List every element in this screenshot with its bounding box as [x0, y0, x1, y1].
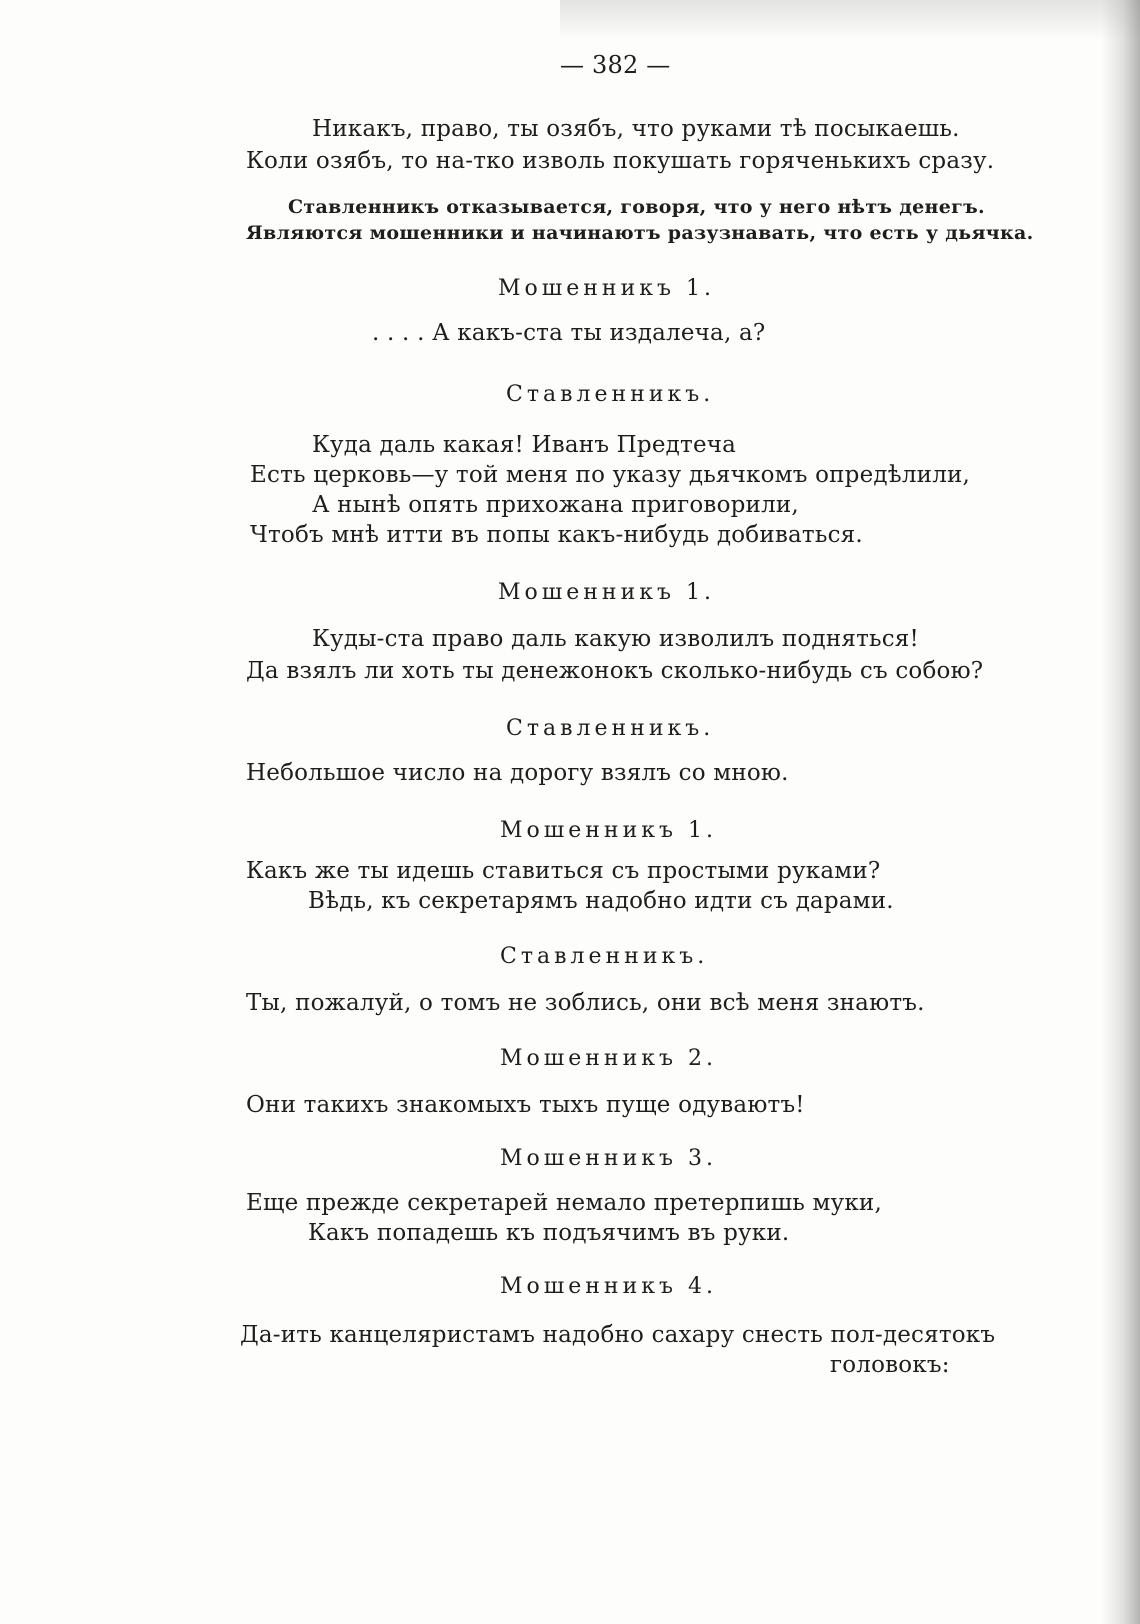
- intro-line-2: Коли озябъ, то на-тко изволь покушать горяченькихъ сразу.: [246, 148, 995, 174]
- speaker-heading: Мошенникъ 3.: [500, 1146, 717, 1171]
- speaker-heading: Мошенникъ 1.: [500, 818, 717, 843]
- dialogue-line: Есть церковь—у той меня по указу дьячкомъ опредѣлили,: [250, 462, 971, 488]
- dialogue-line: А нынѣ опять прихожана приговорили,: [312, 492, 799, 518]
- speaker-heading: Мошенникъ 1.: [498, 580, 715, 605]
- dialogue-line: Куда даль какая! Иванъ Предтеча: [312, 432, 737, 458]
- dialogue-line: Да взялъ ли хоть ты денежонокъ сколько-нибудь съ собою?: [246, 658, 984, 684]
- stage-direction-line-1: Ставленникъ отказывается, говоря, что у него нѣтъ денегъ.: [288, 196, 985, 218]
- speaker-heading: Ставленникъ.: [506, 382, 715, 407]
- dialogue-line: Какъ же ты идешь ставиться съ простыми руками?: [246, 858, 881, 884]
- speaker-heading: Мошенникъ 2.: [500, 1046, 717, 1071]
- stage-direction-line-2: Являются мошенники и начинаютъ разузнавать, что есть у дьячка.: [246, 222, 1034, 244]
- dialogue-line: Вѣдь, къ секретарямъ надобно идти съ дарами.: [308, 888, 894, 914]
- speaker-heading: Мошенникъ 1.: [498, 276, 715, 301]
- dialogue-line: Ты, пожалуй, о томъ не зоблись, они всѣ меня знаютъ.: [246, 990, 925, 1016]
- intro-line-1: Никакъ, право, ты озябъ, что руками тѣ посыкаешь.: [312, 116, 960, 142]
- scan-shadow-top: [560, 0, 1140, 40]
- speaker-heading: Мошенникъ 4.: [500, 1274, 717, 1299]
- scan-shadow-right: [1102, 0, 1140, 1624]
- dialogue-line: Они такихъ знакомыхъ тыхъ пуще одуваютъ!: [246, 1092, 805, 1118]
- dialogue-line: Еще прежде секретарей немало претерпишь муки,: [246, 1190, 882, 1216]
- page-number: — 382 —: [560, 51, 671, 79]
- dialogue-line: Чтобъ мнѣ итти въ попы какъ-нибудь добиваться.: [250, 522, 863, 548]
- dialogue-line: Куды-ста право даль какую изволилъ подняться!: [312, 626, 919, 652]
- speaker-heading: Ставленникъ.: [506, 716, 715, 741]
- speaker-heading: Ставленникъ.: [500, 944, 709, 969]
- dialogue-line: Небольшое число на дорогу взялъ со мною.: [246, 760, 789, 786]
- dialogue-line: . . . . А какъ-ста ты издалеча, а?: [372, 320, 766, 346]
- dialogue-line: Какъ попадешь къ подъячимъ въ руки.: [308, 1220, 790, 1246]
- dialogue-line: Да-ить канцеляристамъ надобно сахару снесть пол-десятокъ: [240, 1322, 996, 1348]
- dialogue-line: головокъ:: [830, 1352, 950, 1378]
